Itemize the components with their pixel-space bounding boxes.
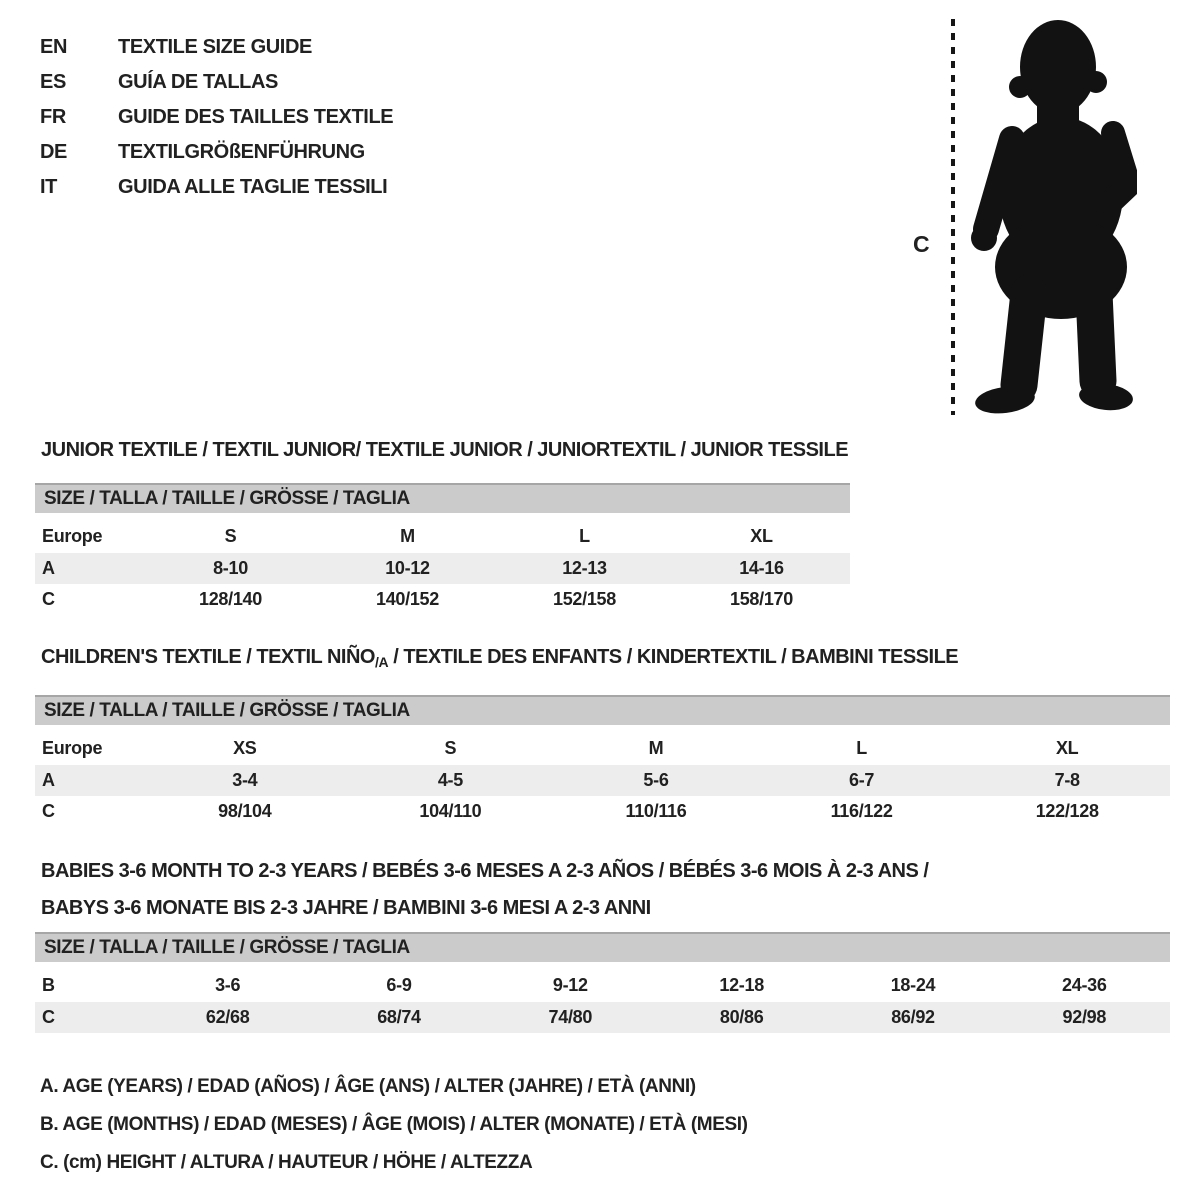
value-cell: 68/74 bbox=[377, 1007, 421, 1027]
section-junior-textile bbox=[35, 438, 850, 615]
language-title-list bbox=[40, 30, 393, 205]
table-row-age bbox=[35, 765, 1170, 796]
section-babies-textile bbox=[35, 853, 1170, 1033]
value-cell: 18-24 bbox=[890, 974, 936, 995]
value-cell: 24-36 bbox=[1062, 974, 1107, 995]
lang-title: GUIDE DES TAILLES TEXTILE bbox=[118, 106, 394, 128]
value-cell: 12-18 bbox=[719, 974, 764, 995]
value-cell: 92/98 bbox=[1062, 1007, 1107, 1027]
value-cell: 140/152 bbox=[376, 589, 439, 609]
legend-line-c: C. (cm) HEIGHT / ALTURA / HAUTEUR / HÖHE / ALTEZZA bbox=[40, 1152, 533, 1173]
size-cell: L bbox=[856, 737, 867, 758]
value-cell: 6-9 bbox=[386, 974, 412, 995]
value-cell: 3-4 bbox=[232, 770, 258, 790]
value-cell: 7-8 bbox=[1054, 770, 1080, 790]
value-cell: 14-16 bbox=[739, 558, 784, 578]
value-cell: 116/122 bbox=[830, 801, 893, 821]
lang-code: FR bbox=[40, 106, 66, 128]
lang-code: IT bbox=[40, 176, 57, 198]
value-cell: 80/86 bbox=[719, 1007, 764, 1027]
height-measure-line bbox=[949, 17, 957, 417]
value-cell: 86/92 bbox=[891, 1007, 935, 1027]
value-cell: 12-13 bbox=[562, 558, 607, 578]
title-part: / TEXTILE DES ENFANTS / KINDERTEXTIL / BAMBINI TESSILE bbox=[388, 646, 959, 668]
value-cell: 3-6 bbox=[215, 974, 241, 995]
value-cell: 8-10 bbox=[213, 558, 248, 578]
table-row-height bbox=[35, 1002, 1170, 1033]
value-cell: 6-7 bbox=[849, 770, 875, 790]
lang-row-es bbox=[40, 65, 393, 100]
lang-code: ES bbox=[40, 71, 66, 93]
height-measure-label: C bbox=[913, 231, 930, 257]
value-cell: 152/158 bbox=[553, 589, 616, 609]
lang-title: GUÍA DE TALLAS bbox=[118, 71, 278, 93]
row-label: C bbox=[42, 1007, 55, 1027]
value-cell: 98/104 bbox=[218, 801, 272, 821]
value-cell: 5-6 bbox=[643, 770, 669, 790]
lang-title: TEXTILE SIZE GUIDE bbox=[118, 36, 312, 58]
value-cell: 9-12 bbox=[552, 974, 588, 995]
lang-code: DE bbox=[40, 141, 67, 163]
title-subscript: /A bbox=[374, 654, 389, 670]
row-label: C bbox=[42, 801, 55, 821]
size-cell: XL bbox=[1055, 737, 1079, 758]
legend-line-a: A. AGE (YEARS) / EDAD (AÑOS) / ÂGE (ANS) / ALTER (JAHRE) / ETÀ (ANNI) bbox=[40, 1076, 696, 1097]
row-label: Europe bbox=[42, 737, 103, 758]
table-row-age-months bbox=[35, 968, 1170, 1002]
title-part: CHILDREN'S TEXTILE / TEXTIL NIÑO bbox=[41, 646, 375, 668]
value-cell: 122/128 bbox=[1035, 801, 1099, 821]
size-header-bar: SIZE / TALLA / TAILLE / GRÖSSE / TAGLIA bbox=[35, 695, 1170, 725]
size-header-bar: SIZE / TALLA / TAILLE / GRÖSSE / TAGLIA bbox=[35, 932, 1170, 962]
size-header-bar: SIZE / TALLA / TAILLE / GRÖSSE / TAGLIA bbox=[35, 483, 850, 513]
legend-line-b: B. AGE (MONTHS) / EDAD (MESES) / ÂGE (MOIS) / ALTER (MONATE) / ETÀ (MESI) bbox=[40, 1114, 748, 1135]
table-row-europe bbox=[35, 731, 1170, 765]
baby-silhouette-image bbox=[967, 15, 1137, 415]
value-cell: 128/140 bbox=[199, 589, 262, 609]
section-childrens-textile bbox=[35, 645, 1170, 827]
row-label: C bbox=[42, 589, 55, 609]
lang-title: GUIDA ALLE TAGLIE TESSILI bbox=[118, 176, 388, 198]
lang-row-de bbox=[40, 135, 393, 170]
row-label: A bbox=[42, 770, 55, 790]
size-cell: M bbox=[648, 737, 664, 758]
lang-code: EN bbox=[40, 36, 67, 58]
value-cell: 4-5 bbox=[437, 770, 463, 790]
size-cell: S bbox=[444, 737, 457, 758]
table-row-age bbox=[35, 553, 850, 584]
table-row-height bbox=[35, 796, 1170, 827]
lang-row-fr bbox=[40, 100, 393, 135]
measurement-legend bbox=[40, 1068, 748, 1182]
row-label: Europe bbox=[42, 525, 103, 546]
size-cell: L bbox=[579, 525, 590, 546]
section-title: JUNIOR TEXTILE / TEXTIL JUNIOR/ TEXTILE JUNIOR / JUNIORTEXTIL / JUNIOR TESSILE bbox=[41, 439, 849, 461]
section-title-line2: BABYS 3-6 MONATE BIS 2-3 JAHRE / BAMBINI 3-6 MESI A 2-3 ANNI bbox=[41, 897, 651, 919]
value-cell: 110/116 bbox=[625, 801, 687, 821]
value-cell: 74/80 bbox=[548, 1007, 593, 1027]
row-label: A bbox=[42, 558, 55, 578]
section-title-line1: BABIES 3-6 MONTH TO 2-3 YEARS / BEBÉS 3-6 MESES A 2-3 AÑOS / BÉBÉS 3-6 MOIS À 2-3 ANS / bbox=[41, 860, 929, 882]
lang-title: TEXTILGRÖßENFÜHRUNG bbox=[118, 141, 365, 163]
size-cell: XS bbox=[233, 737, 257, 758]
row-label: B bbox=[42, 974, 55, 995]
table-row-europe bbox=[35, 519, 850, 553]
size-cell: XL bbox=[750, 525, 773, 546]
value-cell: 62/68 bbox=[205, 1007, 250, 1027]
value-cell: 158/170 bbox=[730, 589, 793, 609]
size-cell: S bbox=[224, 525, 237, 546]
value-cell: 104/110 bbox=[419, 801, 482, 821]
value-cell: 10-12 bbox=[385, 558, 430, 578]
lang-row-it bbox=[40, 170, 393, 205]
children-table bbox=[35, 731, 1170, 827]
junior-table bbox=[35, 519, 850, 615]
height-figure bbox=[905, 15, 1165, 423]
section-title bbox=[35, 645, 1170, 674]
size-cell: M bbox=[400, 525, 415, 546]
babies-table bbox=[35, 968, 1170, 1033]
table-row-height bbox=[35, 584, 850, 615]
lang-row-en bbox=[40, 30, 393, 65]
